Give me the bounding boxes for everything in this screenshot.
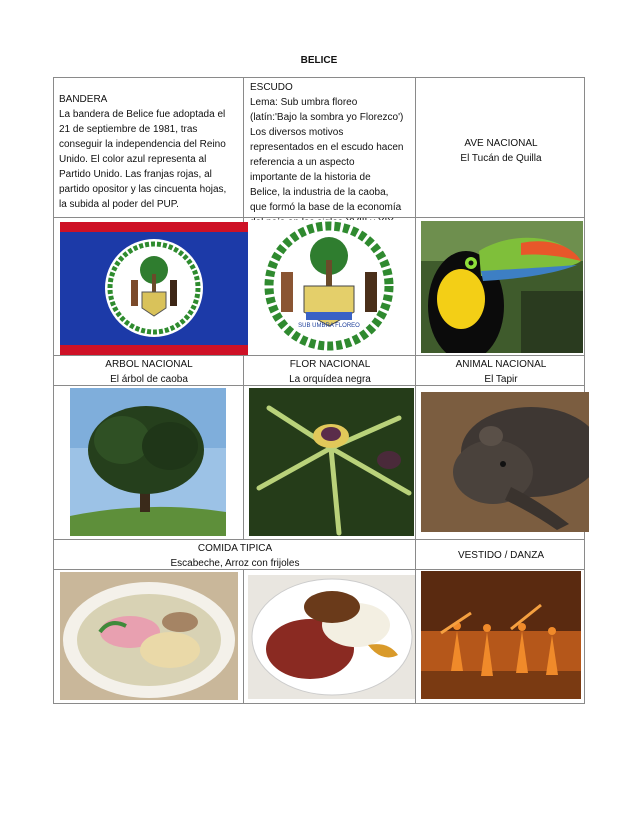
vestido-heading: VESTIDO / DANZA	[457, 550, 545, 561]
escudo-line: representados en el escudo hacen	[250, 142, 404, 153]
bandera-line: conseguir la independencia del Reino	[59, 139, 226, 150]
comida-value: Escabeche, Arroz con frijoles	[170, 558, 300, 569]
ave-cell	[415, 77, 585, 217]
bandera-line: partido opositor y las cincuenta hojas,	[59, 184, 227, 195]
animal-heading: ANIMAL NACIONAL	[455, 359, 547, 370]
escabeche-image	[60, 572, 238, 700]
emblem-motto: SUB UMBRA FLOREO	[298, 323, 360, 329]
ave-heading: AVE NACIONAL	[464, 138, 538, 149]
escudo-line: Belice, la industria de la caoba,	[250, 187, 389, 198]
bandera-line: Partido Unido. Las franjas rojas, al	[59, 169, 212, 180]
arbol-cell	[53, 355, 243, 385]
escudo-line: Los diversos motivos	[250, 127, 344, 138]
flor-value: La orquídea negra	[289, 374, 371, 385]
bandera-heading: BANDERA	[59, 94, 108, 105]
bandera-line: la subida al poder del PUP.	[59, 199, 179, 210]
escudo-line: que formó la base de la economía	[250, 202, 402, 213]
ave-value: El Tucán de Quilla	[460, 153, 542, 164]
coat-of-arms-image	[248, 220, 410, 353]
escudo-line: importante de la historia de	[250, 172, 371, 183]
arbol-heading: ARBOL NACIONAL	[105, 359, 193, 370]
mahogany-tree-image	[70, 388, 226, 536]
escudo-line: referencia a un aspecto	[250, 157, 355, 168]
rice-and-beans-image	[248, 575, 415, 699]
flor-cell	[243, 355, 415, 385]
tapir-image	[421, 392, 589, 532]
animal-value: El Tapir	[484, 374, 518, 385]
arbol-value: El árbol de caoba	[110, 374, 188, 385]
escudo-line: (latín:'Bajo la sombra yo Florezco')	[250, 112, 404, 123]
flor-heading: FLOR NACIONAL	[289, 359, 371, 370]
escudo-cell	[243, 77, 415, 217]
comida-heading: COMIDA TIPICA	[197, 543, 273, 554]
black-orchid-image	[249, 388, 414, 536]
bandera-line: 21 de septiembre de 1981, tras	[59, 124, 198, 135]
comida-cell	[53, 539, 415, 569]
flag-image	[60, 222, 248, 355]
escudo-heading: ESCUDO	[250, 82, 293, 93]
animal-cell	[415, 355, 585, 385]
escudo-line: Lema: Sub umbra floreo	[250, 97, 358, 108]
toucan-image	[421, 221, 583, 353]
page-title: BELICE	[300, 55, 338, 66]
bandera-line: La bandera de Belice fue adoptada el	[59, 109, 226, 120]
bandera-cell	[53, 77, 243, 217]
bandera-line: Unido. El color azul representa al	[59, 154, 207, 165]
dance-image	[421, 571, 581, 699]
vestido-cell	[415, 539, 585, 569]
